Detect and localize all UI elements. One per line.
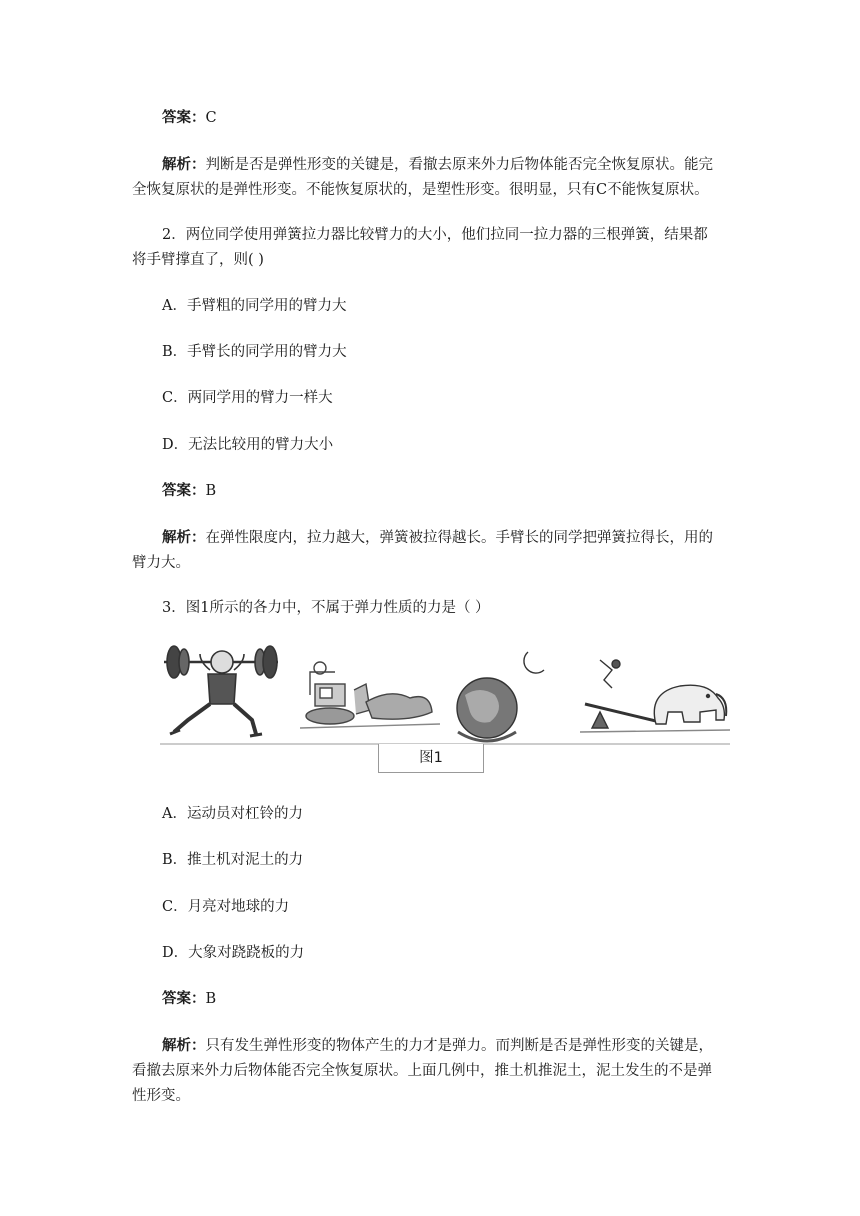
q3-option-b: B．推土机对泥土的力 — [162, 852, 304, 868]
q2-stem-line1: 2．两位同学使用弹簧拉力器比较臂力的大小，他们拉同一拉力器的三根弹簧，结果都 — [162, 227, 708, 243]
q3-option-d: D．大象对跷跷板的力 — [162, 945, 305, 961]
earth-moon-illustration — [457, 652, 544, 741]
q2-option-a: A．手臂粗的同学用的臂力大 — [162, 298, 347, 314]
q2-option-d: D．无法比较用的臂力大小 — [162, 437, 334, 453]
q2-option-c: C．两同学用的臂力一样大 — [162, 390, 333, 406]
elephant-seesaw-illustration — [580, 660, 730, 732]
q3-option-c: C．月亮对地球的力 — [162, 899, 290, 915]
answer-value: B — [205, 483, 217, 499]
q3-analysis-line1 — [162, 1036, 713, 1056]
answer-label: 答案： — [162, 110, 206, 126]
answer-value: B — [205, 991, 217, 1007]
q3-analysis-line3: 性形变。 — [132, 1088, 190, 1104]
q2-analysis-line1 — [162, 528, 713, 548]
q1-answer — [162, 108, 217, 128]
analysis-label: 解析： — [162, 1038, 206, 1054]
analysis-label: 解析： — [162, 530, 206, 546]
analysis-text: 判断是否是弹性形变的关键是，看撤去原来外力后物体能否完全恢复原状。能完 — [205, 157, 713, 173]
analysis-text: 在弹性限度内，拉力越大，弹簧被拉得越长。手臂长的同学把弹簧拉得长，用的 — [205, 530, 713, 546]
q3-answer — [162, 989, 216, 1009]
figure-1 — [160, 640, 730, 775]
q2-analysis-line2: 臂力大。 — [132, 555, 190, 571]
weightlifter-illustration — [164, 646, 278, 736]
answer-label: 答案： — [162, 483, 206, 499]
analysis-text: 只有发生弹性形变的物体产生的力才是弹力。而判断是否是弹性形变的关键是， — [205, 1038, 713, 1054]
q2-stem-line2: 将手臂撑直了，则( ) — [132, 252, 264, 268]
figure-caption: 图1 — [378, 744, 484, 773]
answer-label: 答案： — [162, 991, 206, 1007]
q1-analysis-line1 — [162, 155, 713, 175]
q2-option-b: B．手臂长的同学用的臂力大 — [162, 344, 347, 360]
answer-value: C — [205, 110, 217, 126]
q3-analysis-line2: 看撤去原来外力后物体能否完全恢复原状。上面几例中，推土机推泥土，泥土发生的不是弹 — [132, 1063, 712, 1079]
q3-option-a: A．运动员对杠铃的力 — [162, 806, 303, 822]
q1-analysis-line2: 全恢复原状的是弹性形变。不能恢复原状的，是塑性形变。很明显，只有C不能恢复原状。 — [132, 182, 709, 198]
bulldozer-illustration — [300, 662, 440, 728]
q3-stem: 3．图1所示的各力中，不属于弹力性质的力是（ ） — [162, 600, 490, 616]
q2-answer — [162, 481, 216, 501]
analysis-label: 解析： — [162, 157, 206, 173]
